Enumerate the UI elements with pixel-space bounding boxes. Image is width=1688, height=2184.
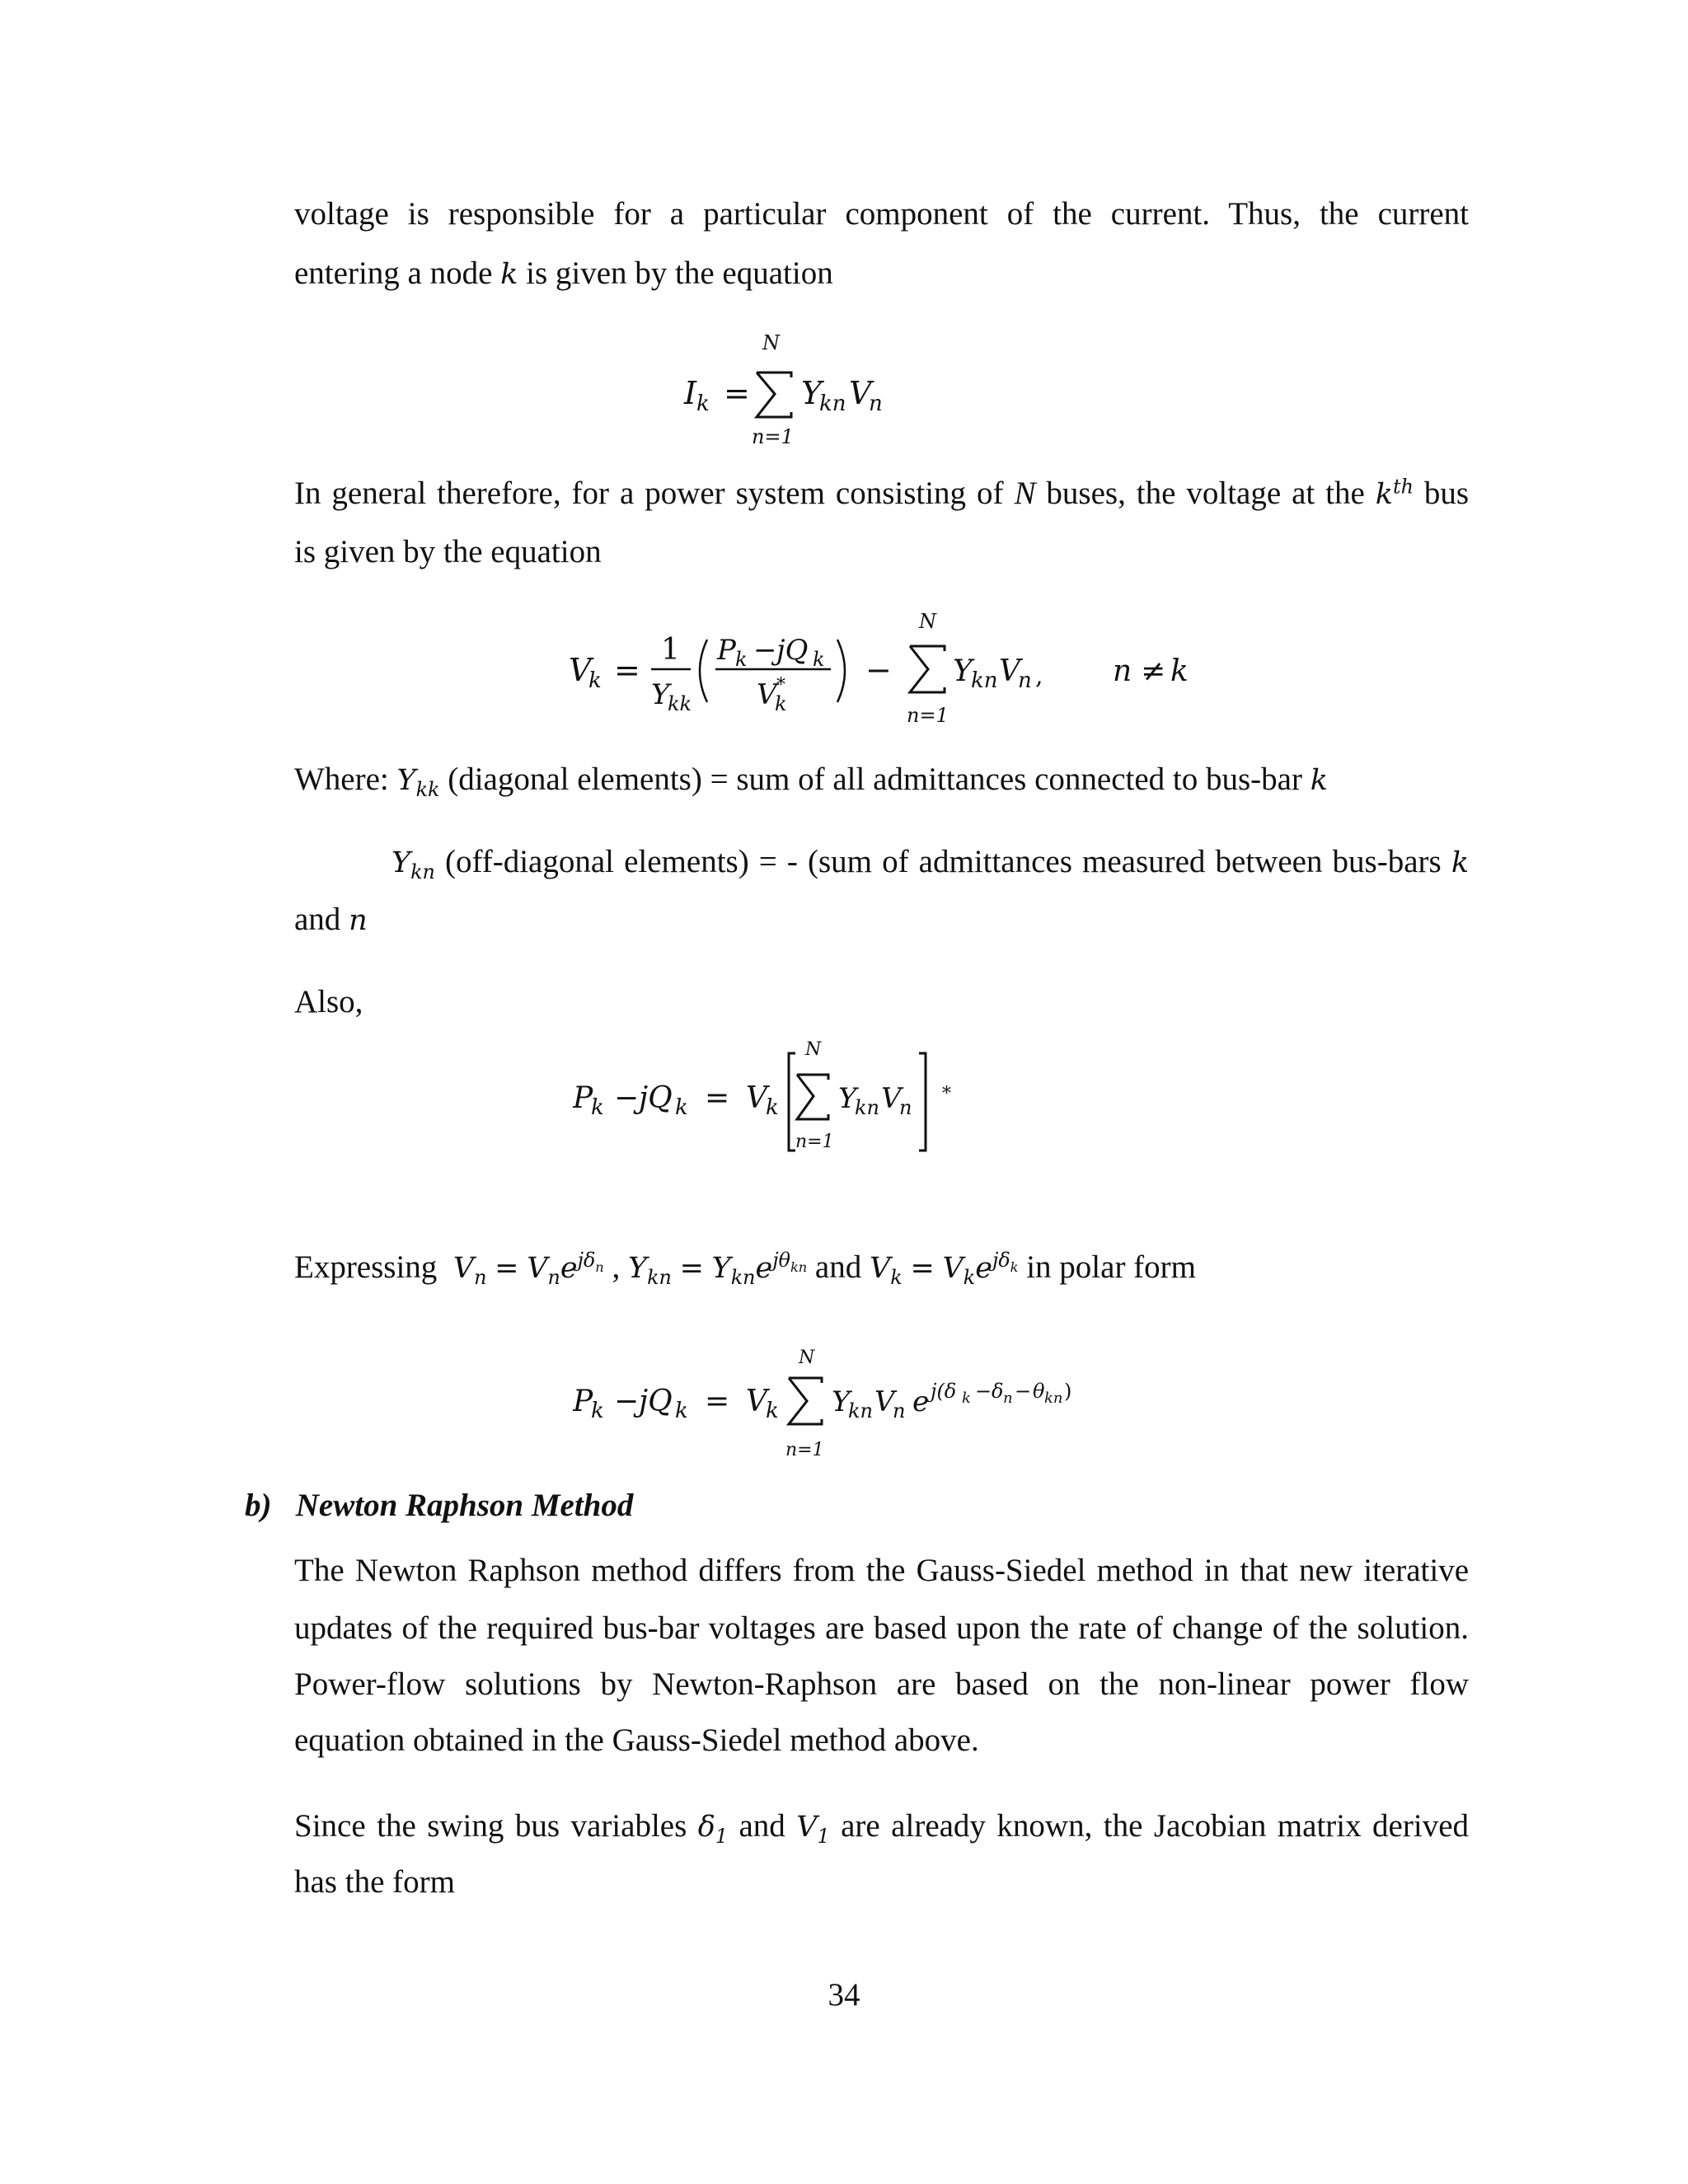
svg-text:I: I (684, 375, 697, 411)
equation-polar-power (573, 1343, 1133, 1467)
equation-bus-voltage (569, 602, 1212, 742)
svg-text:kn: kn (855, 1096, 879, 1119)
svg-text:P: P (717, 634, 736, 667)
svg-text:V: V (569, 652, 592, 688)
svg-text:k: k (591, 1399, 604, 1423)
page-number: 34 (828, 1977, 860, 2013)
svg-text:V: V (849, 375, 872, 411)
svg-text:k: k (766, 1095, 779, 1120)
svg-text:−: − (753, 634, 777, 667)
svg-text:Y: Y (801, 375, 823, 411)
svg-text:N: N (762, 331, 780, 354)
paragraph-line: is given by the equation (294, 534, 602, 569)
svg-text:V: V (746, 1081, 767, 1115)
svg-text:jQ: jQ (776, 634, 809, 667)
paragraph-line: and n (294, 902, 368, 937)
svg-text:=: = (705, 1081, 730, 1115)
svg-text:N: N (919, 610, 936, 633)
svg-text:k: k (696, 391, 710, 416)
svg-text:n=1: n=1 (785, 1440, 824, 1460)
svg-text:k: k (962, 1390, 971, 1407)
svg-text:Y: Y (651, 678, 670, 711)
definition-ykk: Where: $Y_{kk}$ (diagonal elements) = sum of all admittances connected to bus-bar k (294, 762, 1328, 801)
svg-text:n: n (869, 391, 883, 416)
paragraph-line: has the form (294, 1864, 455, 1900)
svg-text:δ: δ (992, 1380, 1004, 1403)
svg-text:n=1: n=1 (795, 1132, 834, 1152)
svg-text:−: − (1015, 1380, 1032, 1403)
svg-text:k: k (1170, 654, 1189, 688)
svg-text:P: P (573, 1385, 593, 1418)
paragraph-line: equation obtained in the Gauss-Siedel method above. (294, 1722, 979, 1758)
paragraph-line: Also, (294, 984, 363, 1019)
svg-text:jQ: jQ (639, 1081, 673, 1115)
svg-text:1: 1 (661, 633, 680, 667)
paragraph-line: entering a node k is given by the equation (294, 255, 833, 291)
svg-text:−: − (614, 1385, 640, 1418)
paragraph-line: The Newton Raphson method differs from the Gauss-Siedel method in that new iterative (294, 1553, 1469, 1588)
svg-text:V: V (999, 654, 1020, 688)
svg-text:n=1: n=1 (907, 704, 949, 727)
svg-text:N: N (805, 1040, 822, 1060)
svg-text:kn: kn (971, 668, 998, 693)
svg-text:): ) (1064, 1380, 1072, 1403)
svg-text:−: − (975, 1380, 992, 1403)
svg-text:n: n (1113, 654, 1132, 688)
paragraph-line: Expressing $V_n = V_ne^{j\delta_n}$ , $Y_{kn} = Y_{kn}e^{j\theta_{kn}}$ and $V_k = V_ke^{j\delta_k}$ in polar form (294, 1249, 1196, 1289)
svg-text:V: V (746, 1385, 767, 1418)
svg-text:=: = (614, 652, 640, 688)
svg-text:,: , (1035, 662, 1043, 691)
svg-text:k: k (775, 692, 787, 715)
equation-current-injection (659, 330, 923, 462)
svg-text:kn: kn (1044, 1390, 1063, 1407)
svg-text:Y: Y (953, 654, 973, 688)
svg-text:jQ: jQ (639, 1385, 673, 1418)
svg-text:k: k (813, 648, 825, 671)
svg-text:−: − (614, 1081, 640, 1115)
svg-text:k: k (766, 1399, 779, 1423)
paragraph-line: Power-flow solutions by Newton-Raphson are based on the non-linear power flow (294, 1666, 1469, 1702)
svg-text:kn: kn (819, 391, 846, 416)
svg-text:n: n (899, 1096, 912, 1119)
svg-text:j(δ: j(δ (931, 1380, 957, 1403)
paragraph-line: updates of the required bus-bar voltages are based upon the rate of change of the solution. (294, 1610, 1469, 1646)
svg-text:−: − (865, 652, 892, 688)
svg-text:V: V (874, 1385, 895, 1418)
definition-ykn: $Y_{kn}$ (off-diagonal elements) = - (sum of admittances measured between bus-bars k (392, 844, 1470, 883)
equation-complex-power (573, 1040, 968, 1172)
section-heading: b) Newton Raphson Method (245, 1488, 634, 1523)
svg-text:*: * (776, 675, 785, 696)
svg-text:V: V (881, 1082, 902, 1115)
svg-text:e: e (912, 1385, 930, 1418)
svg-text:θ: θ (1033, 1380, 1045, 1403)
svg-text:N: N (799, 1347, 815, 1368)
svg-text:=: = (705, 1385, 730, 1418)
svg-text:≠: ≠ (1141, 654, 1166, 688)
svg-text:n: n (893, 1399, 906, 1422)
svg-text:n: n (1018, 668, 1032, 693)
svg-text:kk: kk (668, 692, 692, 715)
svg-text:k: k (588, 668, 602, 693)
svg-text:k: k (735, 648, 748, 671)
svg-text:n=1: n=1 (752, 425, 794, 448)
svg-text:k: k (675, 1399, 688, 1423)
svg-text:V: V (757, 678, 777, 711)
svg-text:=: = (724, 375, 750, 411)
paragraph-line: voltage is responsible for a particular component of the current. Thus, the current (294, 196, 1469, 232)
svg-text:kn: kn (848, 1399, 873, 1422)
svg-text:Y: Y (838, 1082, 857, 1115)
paragraph-line: Since the swing bus variables $\delta_1$ and $V_1$ are already known, the Jacobian matrix derived (294, 1808, 1470, 1848)
svg-text:Y: Y (832, 1385, 851, 1418)
svg-text:P: P (573, 1081, 593, 1115)
svg-text:n: n (1003, 1390, 1013, 1407)
paragraph-line: In general therefore, for a power system consisting of N buses, the voltage at the $k^{th}$ bus (294, 475, 1470, 511)
svg-text:k: k (675, 1095, 688, 1120)
svg-text:*: * (942, 1084, 951, 1104)
svg-text:k: k (591, 1095, 604, 1120)
